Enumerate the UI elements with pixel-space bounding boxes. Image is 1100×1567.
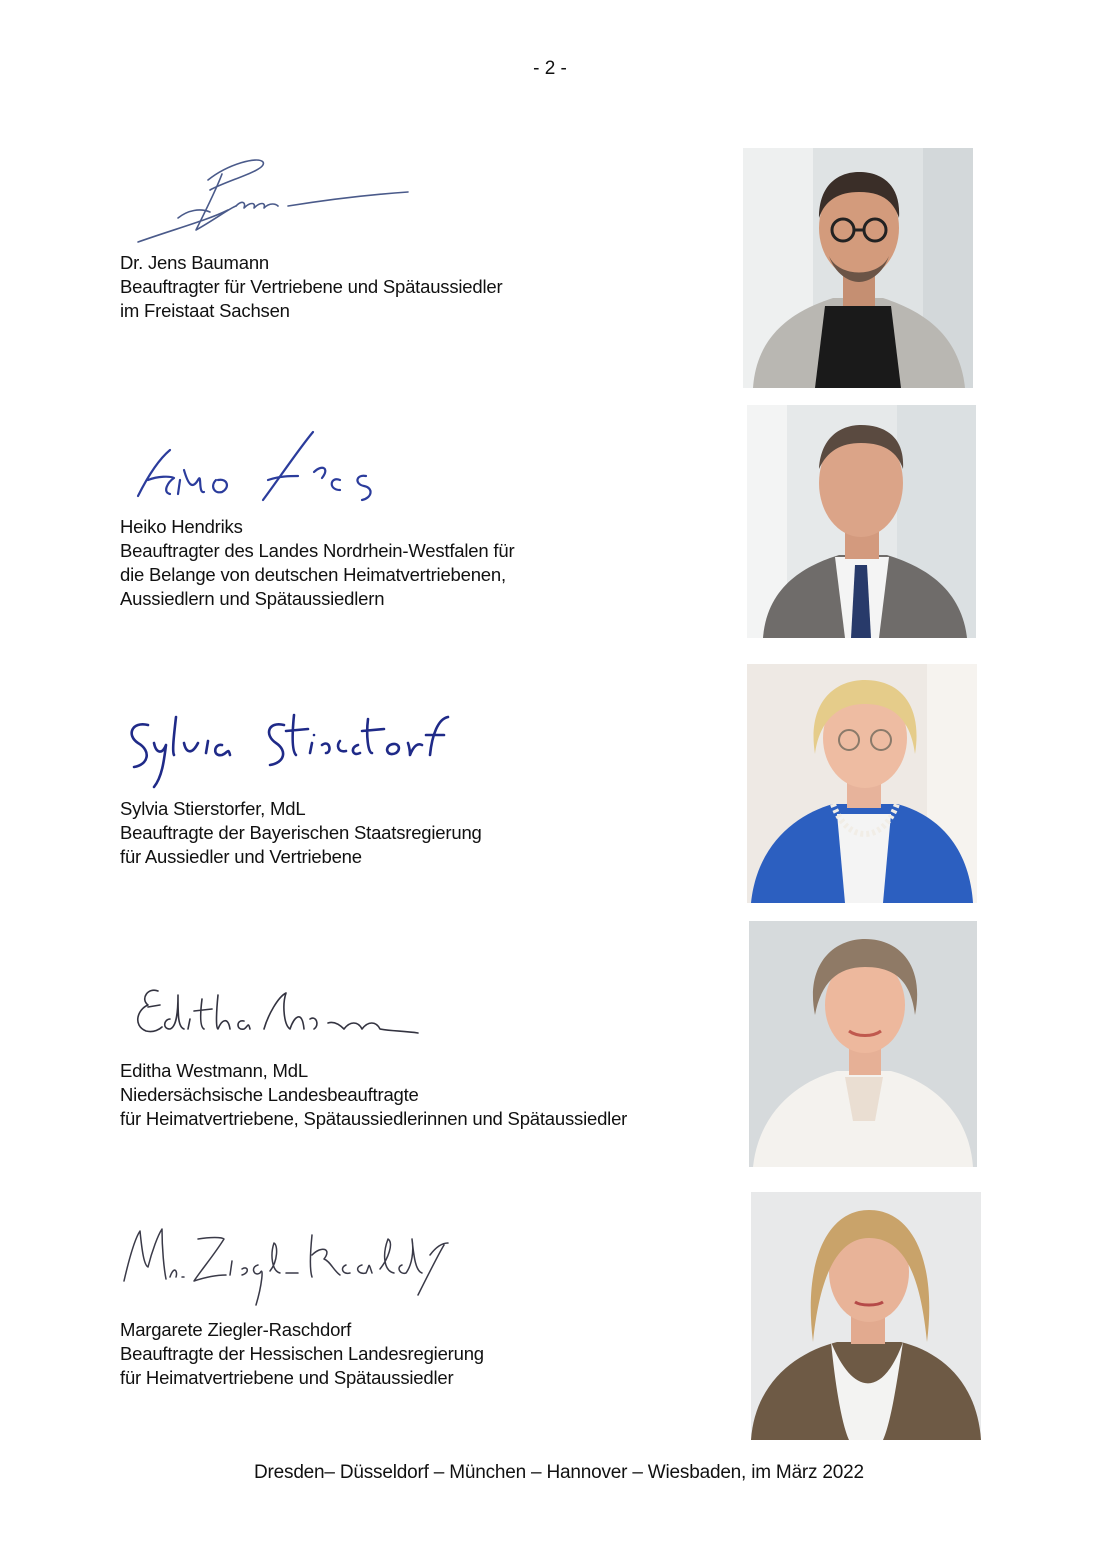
name-block-westmann — [120, 1059, 627, 1131]
signature-hendriks — [118, 420, 398, 515]
name-block-hendriks — [120, 515, 514, 611]
signatory-title-line: die Belange von deutschen Heimatvertriebenen, — [120, 564, 506, 585]
footer-place-date: Dresden– Düsseldorf – München – Hannover – Wiesbaden, im März 2022 — [254, 1462, 864, 1483]
signature-stierstorfer — [118, 695, 458, 795]
signatory-title-line: Beauftragter für Vertriebene und Spätaussiedler — [120, 276, 503, 297]
signatory-title-line: Beauftragte der Bayerischen Staatsregierung — [120, 822, 482, 843]
signatory-title-line: Beauftragter des Landes Nordrhein-Westfalen für — [120, 540, 515, 561]
photo-stierstorfer — [747, 664, 977, 903]
signatory-name: Margarete Ziegler-Raschdorf — [120, 1319, 352, 1340]
signatory-title-line: Niedersächsische Landesbeauftragte — [120, 1084, 419, 1105]
signatory-title-line: Beauftragte der Hessischen Landesregierung — [120, 1343, 484, 1364]
signatory-title-line: für Heimatvertriebene und Spätaussiedler — [120, 1367, 454, 1388]
signatory-title-line: Aussiedlern und Spätaussiedlern — [120, 588, 385, 609]
signature-baumann — [118, 150, 418, 250]
photo-westmann — [749, 921, 977, 1167]
signatory-title-line: im Freistaat Sachsen — [120, 300, 290, 321]
name-block-baumann — [120, 251, 502, 323]
signatory-name: Heiko Hendriks — [120, 516, 243, 537]
page-number: - 2 - — [533, 58, 567, 79]
signature-ziegler-raschdorf — [118, 1215, 458, 1315]
signatory-name: Sylvia Stierstorfer, MdL — [120, 798, 306, 819]
signature-westmann — [118, 975, 438, 1055]
photo-baumann — [743, 148, 973, 388]
name-block-stierstorfer — [120, 797, 482, 869]
signatory-title-line: für Heimatvertriebene, Spätaussiedlerinnen und Spätaussiedler — [120, 1108, 628, 1129]
signatory-title-line: für Aussiedler und Vertriebene — [120, 846, 362, 867]
photo-ziegler-raschdorf — [751, 1192, 981, 1440]
signatory-name: Dr. Jens Baumann — [120, 252, 269, 273]
signatory-name: Editha Westmann, MdL — [120, 1060, 308, 1081]
photo-hendriks — [747, 405, 976, 638]
name-block-ziegler-raschdorf — [120, 1318, 484, 1390]
